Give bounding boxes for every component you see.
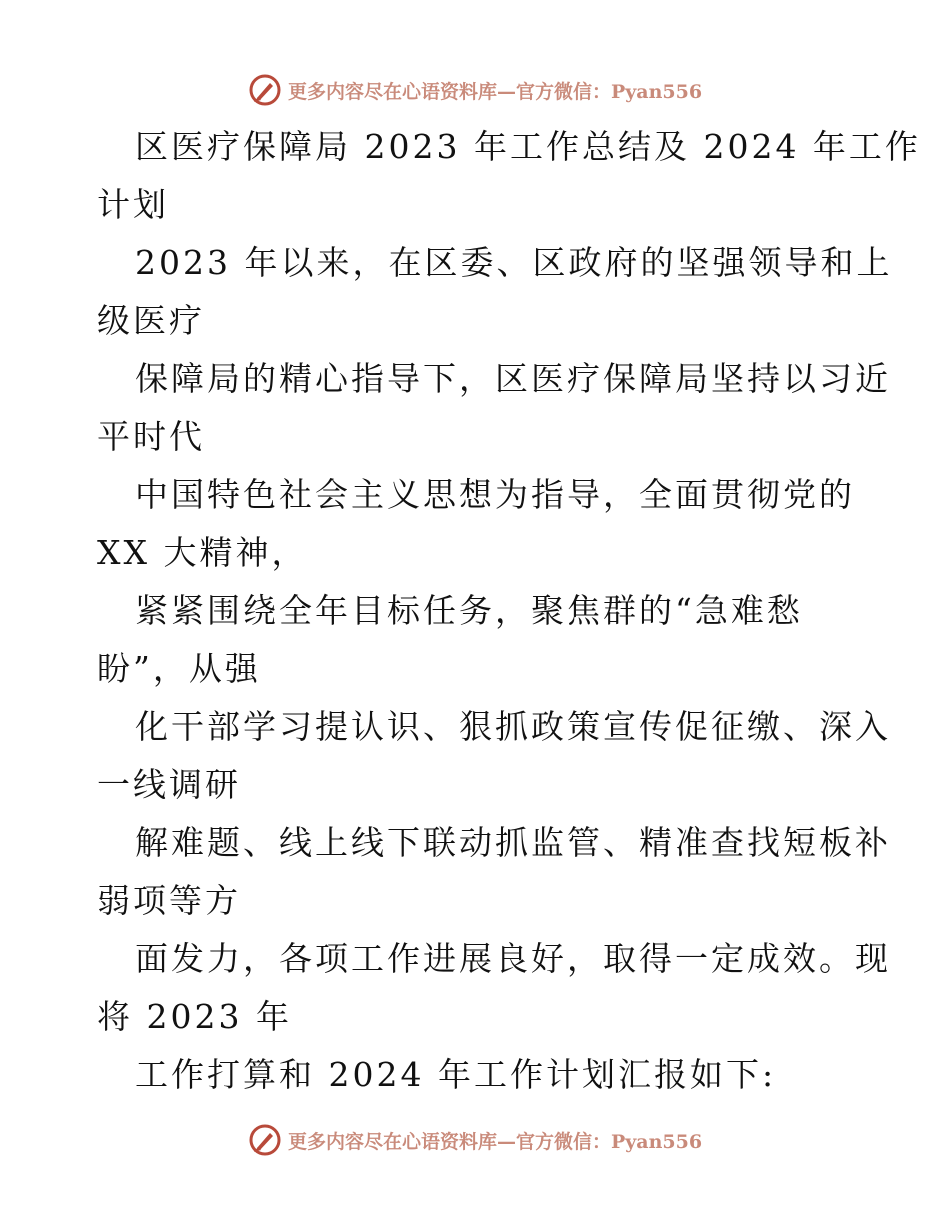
text-line: 将 2023 年 [97, 997, 292, 1036]
document-body [97, 118, 921, 1104]
text-line: 紧紧围绕全年目标任务，聚焦群的“急难愁 [135, 591, 803, 630]
text-line: 级医疗 [97, 301, 205, 340]
text-line: 保障局的精心指导下，区医疗保障局坚持以习近 [135, 359, 891, 398]
text-line: 2023 年以来，在区委、区政府的坚强领导和上 [135, 243, 893, 282]
footer-watermark [0, 1120, 950, 1160]
text-line: 面发力，各项工作进展良好，取得一定成效。现 [135, 939, 891, 978]
text-line: 化干部学习提认识、狠抓政策宣传促征缴、深入 [135, 707, 891, 746]
text-line: XX 大精神， [97, 533, 308, 572]
pen-circle-logo-icon [248, 1123, 282, 1157]
text-line: 计划 [97, 185, 169, 224]
header-watermark [0, 70, 950, 110]
text-line: 盼”，从强 [97, 649, 261, 688]
text-line: 平时代 [97, 417, 205, 456]
text-line: 解难题、线上线下联动抓监管、精准查找短板补 [135, 823, 891, 862]
text-line: 区医疗保障局 2023 年工作总结及 2024 年工作 [135, 127, 921, 166]
text-line: 弱项等方 [97, 881, 241, 920]
text-line: 工作打算和 2024 年工作计划汇报如下: [135, 1055, 777, 1094]
pen-circle-logo-icon [248, 73, 282, 107]
watermark-text: 更多内容尽在心语资料库—官方微信：Pyan556 [287, 80, 703, 103]
watermark-text: 更多内容尽在心语资料库—官方微信：Pyan556 [287, 1130, 703, 1153]
text-line: 中国特色社会主义思想为指导，全面贯彻党的 [135, 475, 855, 514]
text-line: 一线调研 [97, 765, 241, 804]
